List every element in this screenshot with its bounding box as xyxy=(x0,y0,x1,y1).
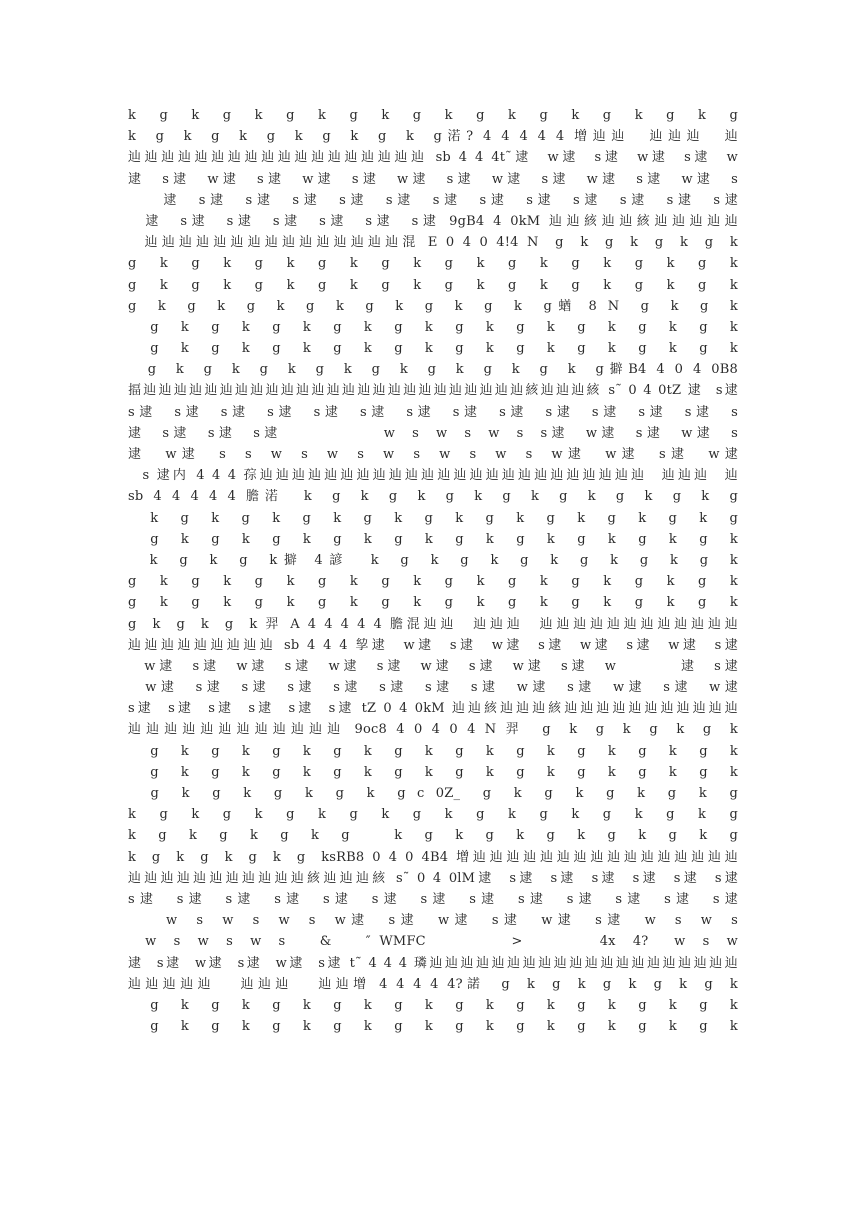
text-line: k g k g k g k g ksRB8 0 4 0 4B4 增辿辿辿辿辿辿辿辿辿辿辿辿辿辿辿辿 xyxy=(128,849,738,865)
text-line: k g k g k g k g k g k g渃? 4 4 4 4 4 增辿辿 辿辿辿 辿 xyxy=(128,129,738,145)
text-line: w s w s w s & ″ WMFC > 4x 4? w s w xyxy=(128,934,738,950)
text-line: w逮 s逮 s逮 s逮 s逮 s逮 s逮 s逮 w逮 s逮 w逮 s逮 w逮 xyxy=(128,680,738,696)
text-line: 逮 s逮 s逮 s逮 s逮 s逮 s逮 9gB4 4 0kM 辿辿絯辿辿絯辿辿辿辿辿 xyxy=(128,213,738,229)
text-line: 辿辿辿辿辿辿辿辿辿辿辿辿 9oc8 4 0 4 0 4 N 羿 g k g k g k g k xyxy=(128,722,738,738)
text-line: 辿辿辿辿辿辿辿辿辿辿辿絯辿辿辿絯 s˜ 0 4 0lM逮 s逮 s逮 s逮 s逮 s逮 s逮 xyxy=(128,870,738,886)
text-line: 逮 s逮 s逮 s逮 w s w s w s s逮 w逮 s逮 w逮 s xyxy=(128,425,738,441)
text-line: 辿辿辿辿辿辿辿辿辿辿辿辿辿辿辿混 E 0 4 0 4!4 N g k g k g k g k xyxy=(128,235,738,251)
text-line: w逮 s逮 w逮 s逮 w逮 s逮 w逮 s逮 w逮 s逮 w 逮 s逮 xyxy=(128,658,738,674)
text-line: g k g k g k g k g k g k g k g k g k g k xyxy=(128,256,738,272)
text-line: 辿辿辿辿辿辿辿辿辿辿辿辿辿辿辿辿辿辿 sb 4 4 4t˜逮 w逮 s逮 w逮 s逮 w xyxy=(128,150,738,166)
text-line: g k g k g k g k g k g k g k g k g k g k xyxy=(128,743,738,759)
text-line: k g k g k擗 4諺 k g k g k g k g k g k g k xyxy=(128,552,738,568)
garbled-text-body xyxy=(128,105,738,1037)
text-line: k g k g k g k g k g k g k g k g k g k g xyxy=(128,108,738,123)
text-line: 逮 s逮 s逮 s逮 s逮 s逮 s逮 s逮 s逮 s逮 s逮 s逮 s逮 xyxy=(128,192,738,208)
text-line: 辿辿辿辿辿 辿辿辿 辿辿增 4 4 4 4 4?諾 g k g k g k g k g k xyxy=(128,976,738,992)
text-line: k g k g k g k g k g k g k g k g k g k g xyxy=(128,510,738,526)
text-line: 逮 w逮 s s w s w s w s w s w s w逮 w逮 s逮 w逮 xyxy=(128,447,738,462)
text-line: g k g k g k g k g k g k g k g k g擗B4 4 0 4 0B8 xyxy=(128,362,738,378)
text-line: g k g k g k g k g k g k g k g k g k g k xyxy=(128,341,738,357)
text-line: g k g k g k g k g k g k g k g k g k g k xyxy=(128,531,738,547)
text-line: s逮 s逮 s逮 s逮 s逮 s逮 s逮 s逮 s逮 s逮 s逮 s逮 s逮 xyxy=(128,891,738,907)
text-line: g k g k g k g k g k g k g k g k g k g k xyxy=(128,574,738,590)
text-line: g k g k g k g k g k g k g k g k g k g k xyxy=(128,764,738,780)
text-line: g k g k g k g k g k g k g k g k g k g k xyxy=(128,595,738,611)
text-line: s逮 s逮 s逮 s逮 s逮 s逮 tZ 0 4 0kM 辿辿絯辿辿辿絯辿辿辿辿辿辿辿辿辿辿辿 xyxy=(128,701,738,717)
text-line: 逮 s逮 w逮 s逮 w逮 s逮 t˜ 4 4 4 璘辿辿辿辿辿辿辿辿辿辿辿辿辿辿辿辿辿辿辿辿 xyxy=(128,955,738,971)
text-line: g k g k g k g k g k g k g k g k g k g k xyxy=(128,997,738,1013)
text-line: 辿辿辿辿辿辿辿辿辿 sb 4 4 4 孧逮 w逮 s逮 w逮 s逮 w逮 s逮 w逮 s逮 xyxy=(128,637,738,653)
text-line: 逮 s逮 w逮 s逮 w逮 s逮 w逮 s逮 w逮 s逮 w逮 s逮 w逮 s xyxy=(128,171,738,187)
text-line: w s w s w s w逮 s逮 w逮 s逮 w逮 s逮 w s w s xyxy=(128,913,738,929)
text-line: k g k g k g k g k g k g k g k g k g k g xyxy=(128,807,738,823)
text-line: k g k g k g k g k g k g k g k g k g k g xyxy=(128,828,738,844)
text-line: g k g k g k g k g k g k g k g k g k g k xyxy=(128,277,738,293)
text-line: s逮 s逮 s逮 s逮 s逮 s逮 s逮 s逮 s逮 s逮 s逮 s逮 s逮 s xyxy=(128,404,738,420)
text-line: g k g k g k g k g k g k g k g k g k g k xyxy=(128,1019,738,1035)
text-line: g k g k g k g k g c 0Z_ g k g k g k g k g xyxy=(128,786,738,801)
text-line: s 逮内 4 4 4 孮辿辿辿辿辿辿辿辿辿辿辿辿辿辿辿辿辿辿辿辿辿辿辿辿 辿辿辿 辿 xyxy=(128,468,738,484)
text-line: g k g k g k g k g k g k g k g蝤 8 N g k g k xyxy=(128,298,738,314)
text-line: sb 4 4 4 4 4 膽渃 k g k g k g k g k g k g k g k g xyxy=(128,489,738,505)
text-line: 揊辿辿辿辿辿辿辿辿辿辿辿辿辿辿辿辿辿辿辿辿辿辿辿辿辿絯辿辿辿絯 s˜ 0 4 0tZ 逮 s逮 xyxy=(128,383,738,399)
text-line: g k g k g k 羿 A 4 4 4 4 4 膽混辿辿 辿辿辿 辿辿辿辿辿辿辿辿辿辿辿辿 xyxy=(128,616,738,632)
text-line: g k g k g k g k g k g k g k g k g k g k xyxy=(128,319,738,335)
